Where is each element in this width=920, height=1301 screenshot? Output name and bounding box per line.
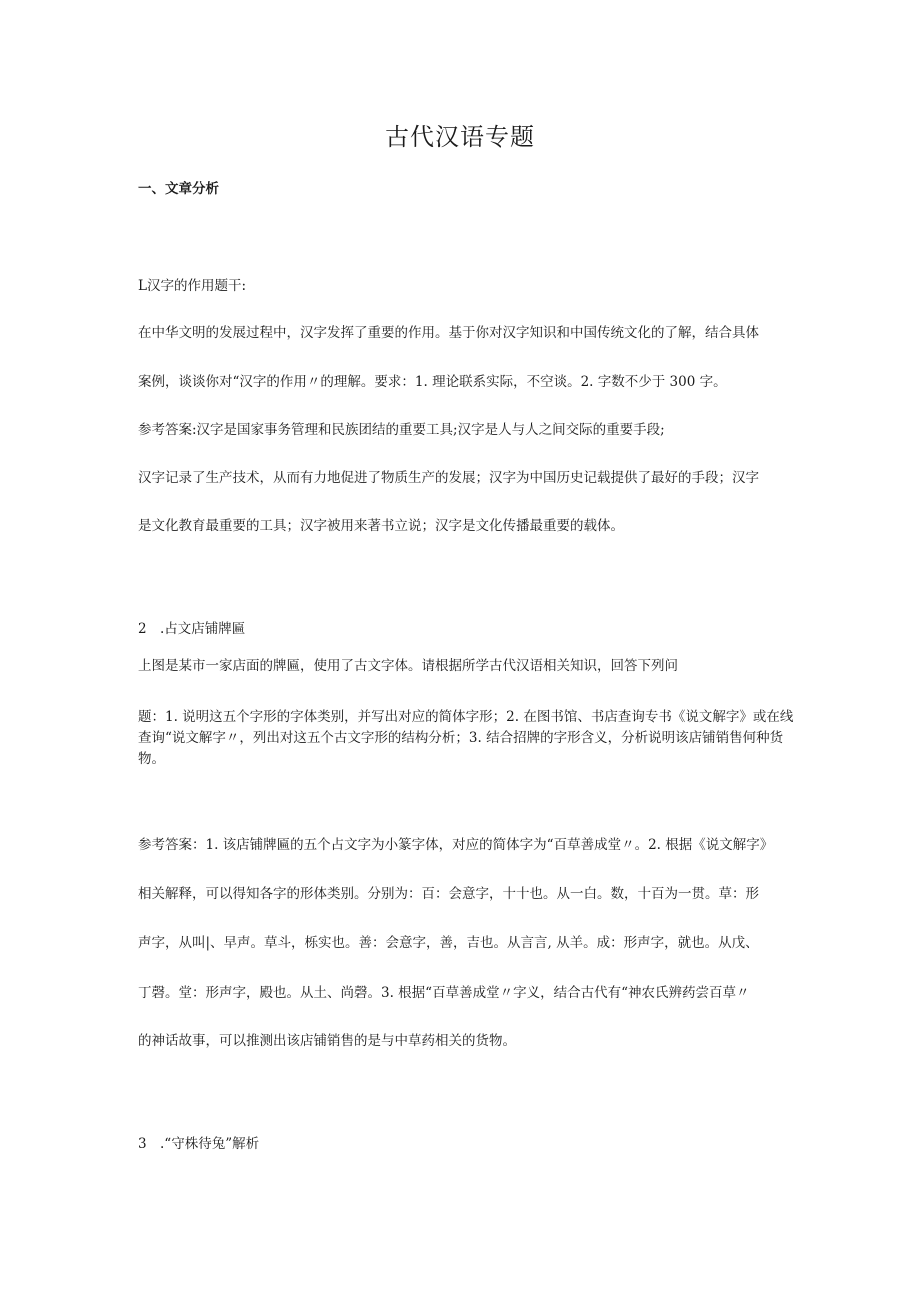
item2-answer-line3: 声字，从叫|、早声。草斗，栎实也。善：会意字，善，吉也。从言言, 从羊。成：形声字，就也。从戊、: [138, 935, 759, 951]
item3-number: 3: [138, 1136, 147, 1152]
item2-question-line1: 上图是某市一家店面的牌匾，使用了古文字体。请根据所学古代汉语相关知识，回答下列问: [138, 658, 678, 674]
item2-answer-line5: 的神话故事，可以推测出该店铺销售的是与中草药相关的货物。: [138, 1033, 516, 1049]
item3-heading: .“守株待兔”解析: [160, 1136, 260, 1152]
item2-heading: .占文店铺牌匾: [160, 621, 246, 637]
item1-answer-line2: 汉字记录了生产技术，从而有力地促进了物质生产的发展；汉字为中国历史记载提供了最好的手段；汉字: [138, 470, 759, 486]
item2-answer-line2: 相关解释，可以得知各字的形体类别。分别为：百：会意字，十十也。从一白。数，十百为一贯。草：形: [138, 886, 759, 902]
document-title: 古代汉语专题: [385, 123, 535, 151]
section-heading: 一、文章分析: [138, 181, 219, 197]
item2-heading-row: [138, 619, 790, 639]
item2-question-paragraph: 题：1. 说明这五个字形的字体类别，并写出对应的简体字形；2. 在图书馆、书店查询专书《说文解字》或在线查询“说文解字〃，列出对这五个古文字形的结构分析；3. 结合招牌的字形含义，分析说明该店铺销售何种货物。: [138, 709, 794, 767]
item1-answer-line3: 是文化教育最重要的工具；汉字被用来著书立说；汉字是文化传播最重要的载体。: [138, 518, 624, 534]
item2-answer-line4: 丁磬。堂：形声字，殿也。从土、尚磬。3. 根据“百草善成堂〃字义，结合古代有“神农氏辨药尝百草〃: [138, 985, 750, 1001]
item2-answer-line1: 参考答案：1. 该店铺牌匾的五个占文字为小篆字体，对应的简体字为“百草善成堂〃。2. 根据《说文解字》: [138, 837, 774, 853]
item1-question-line1: 在中华文明的发展过程中，汉字发挥了重要的作用。基于你对汉字知识和中国传统文化的了解，结合具体: [138, 325, 759, 341]
item2-number: 2: [138, 621, 147, 637]
item3-heading-row: [138, 1134, 790, 1154]
item1-question-line2: 案例，谈谈你对“汉字的作用〃的理解。要求：1. 理论联系实际，不空谈。2. 字数不少于 300 字。: [138, 374, 727, 390]
item1-heading: L汉字的作用题干:: [138, 278, 247, 294]
item1-answer-line1: 参考答案:汉字是国家事务管理和民族团结的重要工具;汉字是人与人之间交际的重要手段;: [138, 422, 665, 438]
